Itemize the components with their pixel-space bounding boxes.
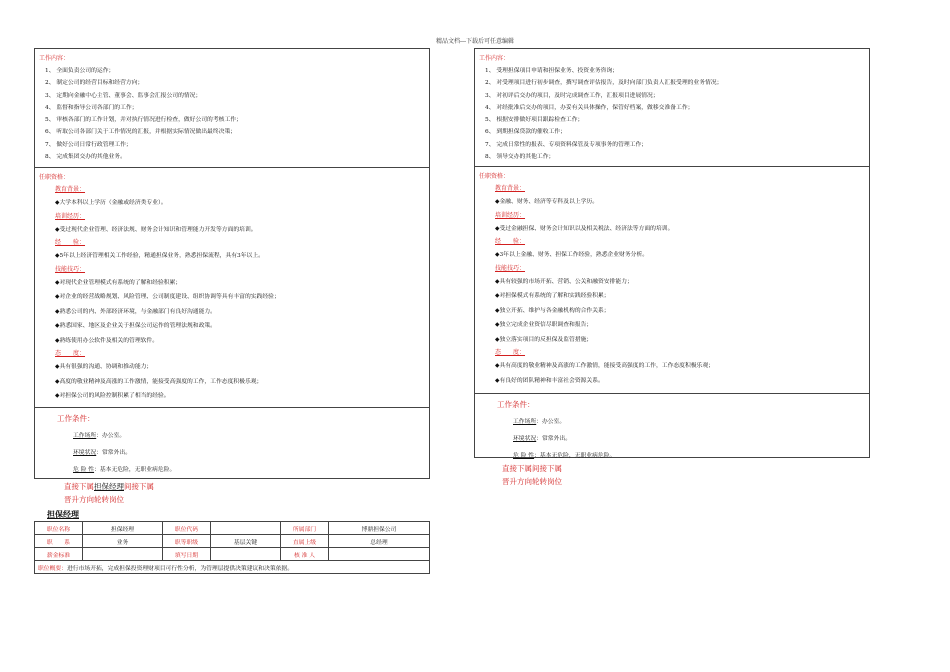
table-cell (329, 548, 430, 561)
qual-subheading: 技能技巧： (55, 265, 86, 273)
list-item: ◆熟练使用办公软件及相关的管理软件。 (55, 337, 159, 344)
condition-row (479, 431, 865, 448)
qual-title: 任职资格： (39, 174, 70, 181)
table-cell: 直属上级 (281, 535, 329, 548)
list-item: 6、 听取公司各部门关于工作情况的汇报，并根据实际情况做出最终决策； (45, 129, 237, 136)
summary-label: 职位概要： (38, 565, 67, 572)
qual-subheading: 教育背景： (55, 186, 86, 193)
subordinate-position-link[interactable]: 担保经理 (94, 482, 124, 491)
table-cell: 所属部门 (281, 522, 329, 535)
condition-label: 环境状况 (73, 450, 97, 456)
list-item: ◆具有较强的市场开拓、营销、公关和融资安排能力； (495, 278, 633, 285)
list-item: ◆具有很强的沟通、协调和推动能力； (55, 364, 153, 370)
right-subordinates-line: 直接下属间接下属 (502, 464, 562, 473)
list-item: ◆对企业的经营战略规划、风险管理、公司制度建设、组织协调等具有丰富的实践经验； (55, 294, 280, 300)
table-cell: 职位代码 (163, 522, 211, 535)
table-row (35, 522, 430, 535)
left-job-box (34, 48, 430, 479)
condition-value: ：办公室。 (536, 419, 566, 425)
cond-list (479, 414, 865, 465)
table-row (35, 548, 430, 561)
left-qual-section (35, 168, 429, 408)
position-info-table (34, 521, 430, 574)
list-item: 8、 领导交办的其他工作； (485, 154, 555, 161)
indirect-subordinate: 间接下属 (124, 482, 154, 491)
work-title: 工作内容： (479, 55, 510, 62)
condition-label: 环境状况 (513, 436, 537, 442)
list-item: 5、 审核各部门的工作计划，并对执行情况进行检查，做好公司的考核工作； (45, 117, 242, 124)
summary-text: 进行市场开拓，完成担保投资理财项目可行性分析，为管理层提供决策建议和决策依据。 (67, 565, 294, 572)
condition-row (479, 414, 865, 431)
list-item: 2、 制定公司的经营目标和经营方向； (45, 80, 144, 87)
list-item: 7、 完成日常性的报表、专项资料保管及专项事务的管理工作； (485, 141, 648, 148)
condition-row (39, 445, 425, 462)
table-cell: 担保经理 (83, 522, 163, 535)
condition-label: 危 险 性 (513, 453, 535, 459)
position-title: 担保经理 (47, 509, 79, 519)
table-cell (83, 548, 163, 561)
table-cell: 核 准 人 (281, 548, 329, 561)
list-item: ◆具有高度的敬业精神及高涨的工作激情，能接受高强度的工作，工作态度积极乐观； (495, 363, 714, 369)
qual-subheading: 态 度： (495, 349, 526, 356)
qual-subheading: 教育背景： (495, 185, 526, 192)
table-cell: 业务 (83, 535, 163, 548)
table-cell: 职 系 (35, 535, 83, 548)
list-item: ◆3年以上金融、财务、担保工作经验，熟悉企业财务分析。 (495, 252, 649, 258)
condition-value: ：基本无危险，无职业病危险。 (534, 453, 616, 459)
qual-subheading: 经 验： (55, 239, 86, 246)
condition-label: 工作场所 (73, 433, 97, 439)
list-item: ◆受过金融担保、财务会计知识以及相关税法、经济法等方面的培训。 (495, 225, 674, 232)
right-cond-section (475, 394, 869, 467)
list-item: ◆独立完成企业资信尽职调查和报告； (495, 322, 593, 328)
summary-cell (35, 561, 430, 574)
cond-list (39, 428, 425, 479)
list-item: 1、 全面负责公司的运作； (45, 68, 115, 74)
right-job-box (474, 48, 870, 458)
list-item: ◆高度的敬业精神及高涨的工作激情，能接受高强度的工作，工作态度积极乐观； (55, 378, 263, 385)
list-item: 2、 对受理项目进行初步调查，撰写调查评估报告，及时向部门负责人汇报受理的业务情况； (485, 80, 723, 87)
list-item: ◆对担保公司的风险控制积累了相当的经验。 (55, 393, 170, 399)
right-qual-section (475, 167, 869, 394)
left-cond-section (35, 408, 429, 481)
list-item: 7、 做好公司日常行政管理工作； (45, 141, 132, 148)
qual-subheading: 技能技巧： (495, 264, 526, 272)
condition-row (39, 428, 425, 445)
condition-row (39, 462, 425, 479)
condition-value: ：基本无危险，无职业病危险。 (94, 467, 176, 473)
table-row (35, 561, 430, 574)
condition-label: 工作场所 (513, 419, 537, 425)
condition-label: 危 险 性 (73, 467, 95, 473)
table-cell (211, 548, 281, 561)
list-item: 4、 对经批准后交办的项目，办妥有关具体操作，保管好档案，做移交准备工作； (485, 104, 694, 111)
table-cell: 职位名称 (35, 522, 83, 535)
work-list (39, 65, 425, 163)
qual-subheading: 培训经历： (55, 212, 86, 220)
table-cell: 基层关键 (211, 535, 281, 548)
list-item: ◆受过现代企业管理、经济法规、财务会计知识和管理能力开发等方面的培训。 (55, 226, 257, 233)
qual-subheading: 态 度： (55, 350, 86, 357)
right-work-section (475, 49, 869, 167)
list-item: 6、 到期担保贷款的催收工作； (485, 129, 566, 136)
condition-value: ：办公室。 (96, 433, 126, 439)
condition-value: ：常常外出。 (536, 436, 571, 442)
table-cell: 薪金标准 (35, 548, 83, 561)
table-cell: 填写日期 (163, 548, 211, 561)
cond-title: 工作条件： (57, 414, 95, 423)
qual-subheading: 经 验： (495, 238, 526, 245)
list-item: ◆对担保模式有系统的了解和实践经验积累； (495, 293, 610, 299)
list-item: 5、 根据安排做好项目跟踪检查工作； (485, 117, 584, 124)
qual-list (479, 183, 865, 388)
right-promotion-line: 晋升方向轮转岗位 (502, 477, 562, 486)
table-row (35, 535, 430, 548)
list-item: ◆有良好的团队精神和丰富社会资源关系。 (495, 377, 604, 384)
list-item: ◆对现代企业管理模式有系统的了解和经验积累； (55, 279, 182, 286)
direct-subordinate: 直接下属 (64, 482, 94, 491)
table-cell: 职等职级 (163, 535, 211, 548)
list-item: ◆独立开拓、维护与各金融机构的合作关系； (495, 307, 610, 314)
qual-subheading: 培训经历： (495, 211, 526, 219)
list-item: 4、 监督和指导公司各部门的工作； (45, 104, 138, 111)
list-item: 1、 受理担保项目申请和担保业务、投资业务咨询； (485, 68, 619, 74)
page-header: 精品文档---下载后可任意编辑 (435, 38, 515, 45)
list-item: ◆5年以上经济管理相关工作经验，精通担保业务，熟悉担保流程，具有3年以上。 (55, 253, 264, 259)
table-cell: 博鼎担保公司 (329, 522, 430, 535)
left-subordinates-line (64, 480, 154, 493)
list-item: ◆独立落实项目的反担保及监管措施； (495, 336, 593, 343)
table-cell: 总经理 (329, 535, 430, 548)
left-promotion-line: 晋升方向轮转岗位 (64, 495, 124, 504)
list-item: 8、 完成集团交办的其他业务。 (45, 154, 126, 161)
work-title: 工作内容： (39, 55, 70, 62)
list-item: 3、 定期向金融中心主管、董事会、监事会汇报公司的情况； (45, 92, 202, 99)
list-item: ◆熟悉公司的内、外部经济环境，与金融部门有良好沟通能力。 (55, 308, 216, 315)
work-list (479, 65, 865, 163)
list-item: ◆金融、财务、经济等专科及以上学历。 (495, 199, 599, 205)
list-item: ◆大学本科以上学历（金融或经济类专业）。 (55, 200, 167, 206)
left-work-section (35, 49, 429, 168)
qual-list (39, 184, 425, 404)
list-item: ◆熟悉国家、地区及企业关于担保公司运作的管理法规和政策。 (55, 323, 216, 329)
list-item: 3、 对初评后交办的项目，及时完成调查工作，汇报项目进展情况； (485, 92, 659, 99)
table-cell (211, 522, 281, 535)
qual-title: 任职资格： (479, 173, 510, 180)
condition-value: ：常常外出。 (96, 450, 131, 456)
cond-title: 工作条件： (497, 400, 535, 409)
